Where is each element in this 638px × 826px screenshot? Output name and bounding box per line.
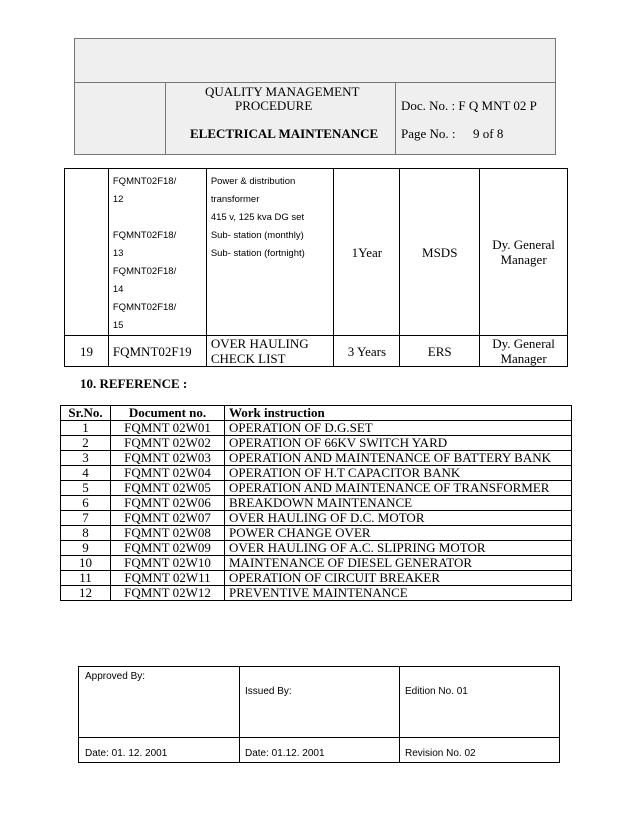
description-cell — [206, 336, 334, 367]
page-number-value: 9 of 8 — [473, 126, 504, 141]
authority-cell — [480, 336, 568, 367]
table-header-row — [61, 406, 572, 421]
document-no-cell: FQMNT 02W04 — [111, 466, 225, 481]
approval-footer — [78, 666, 560, 763]
header-subtitle: ELECTRICAL MAINTENANCE — [190, 126, 379, 141]
reference-table — [60, 405, 572, 601]
table-row — [61, 436, 572, 451]
header-divider — [395, 82, 396, 154]
document-header — [74, 38, 556, 155]
work-instruction-cell: OPERATION OF H.T CAPACITOR BANK — [225, 466, 572, 481]
description-line: Sub- station (fortnight) — [210, 248, 305, 259]
document-no-cell: FQMNT 02W10 — [111, 556, 225, 571]
table-row — [61, 571, 572, 586]
work-instruction-cell: OVER HAULING OF A.C. SLIPRING MOTOR — [225, 541, 572, 556]
doc-number-line: 14 — [112, 284, 124, 295]
column-header-document-no: Document no. — [111, 406, 225, 421]
document-no-cell: FQMNT 02W06 — [111, 496, 225, 511]
header-divider — [75, 82, 555, 83]
sr-no-cell: 12 — [61, 586, 111, 601]
doc-number-line: 13 — [112, 248, 124, 259]
table-row — [61, 466, 572, 481]
document-no-cell: FQMNT 02W01 — [111, 421, 225, 436]
work-instruction-cell: OPERATION OF CIRCUIT BREAKER — [225, 571, 572, 586]
header-title-line2: PROCEDURE — [235, 98, 313, 113]
responsibility-cell: MSDS — [400, 169, 480, 336]
issue-date: Date: 01.12. 2001 — [245, 748, 325, 759]
approved-by-label: Approved By: — [85, 671, 146, 682]
retention-period-cell: 1Year — [334, 169, 400, 336]
doc-number-line: FQMNT02F18/ — [112, 302, 177, 313]
table-row — [61, 481, 572, 496]
doc-number: Doc. No. : F Q MNT 02 P — [401, 98, 537, 113]
retention-period-cell: 3 Years — [334, 336, 400, 367]
doc-number-line: FQMNT02F18/ — [112, 266, 177, 277]
table-row — [61, 421, 572, 436]
approval-date: Date: 01. 12. 2001 — [85, 748, 168, 759]
sr-cell — [65, 169, 109, 336]
page-number-label: Page No. : — [401, 126, 456, 141]
table-row — [61, 586, 572, 601]
work-instruction-cell: OVER HAULING OF D.C. MOTOR — [225, 511, 572, 526]
edition-number: Edition No. 01 — [405, 686, 468, 697]
document-no-cell: FQMNT 02W12 — [111, 586, 225, 601]
table-row — [61, 556, 572, 571]
document-no-cell: FQMNT 02W11 — [111, 571, 225, 586]
table-row — [61, 541, 572, 556]
description-line: OVER HAULING — [210, 336, 309, 351]
sr-no-cell: 4 — [61, 466, 111, 481]
description-line: transformer — [210, 194, 260, 205]
sr-no-cell: 1 — [61, 421, 111, 436]
sr-no-cell: 8 — [61, 526, 111, 541]
table-row — [65, 169, 568, 336]
document-no-cell: FQMNT 02W09 — [111, 541, 225, 556]
column-header-work-instruction: Work instruction — [225, 406, 572, 421]
sr-no-cell: 6 — [61, 496, 111, 511]
description-line: Sub- station (monthly) — [210, 230, 304, 241]
table-row — [61, 511, 572, 526]
sr-no-cell: 11 — [61, 571, 111, 586]
document-no-cell: FQMNT 02W02 — [111, 436, 225, 451]
sr-no-cell: 9 — [61, 541, 111, 556]
sr-cell: 19 — [65, 336, 109, 367]
column-header-sr-no: Sr.No. — [61, 406, 111, 421]
authority-cell — [480, 169, 568, 336]
table-row — [61, 451, 572, 466]
description-line: CHECK LIST — [210, 351, 286, 366]
sr-no-cell: 2 — [61, 436, 111, 451]
work-instruction-cell: OPERATION OF D.G.SET — [225, 421, 572, 436]
work-instruction-cell: PREVENTIVE MAINTENANCE — [225, 586, 572, 601]
work-instruction-cell: OPERATION AND MAINTENANCE OF TRANSFORMER — [225, 481, 572, 496]
authority-line: Manager — [500, 252, 547, 267]
issued-by-label: Issued By: — [245, 686, 292, 697]
description-line: Power & distribution — [210, 176, 296, 187]
authority-line: Manager — [500, 351, 547, 366]
table-row — [65, 336, 568, 367]
reference-heading: 10. REFERENCE : — [80, 376, 188, 391]
table-row — [61, 496, 572, 511]
table-row — [61, 526, 572, 541]
doc-number-line: 15 — [112, 320, 124, 331]
responsibility-cell: ERS — [400, 336, 480, 367]
header-title-line1: QUALITY MANAGEMENT — [205, 84, 360, 99]
document-no-cell: FQMNT 02W08 — [111, 526, 225, 541]
work-instruction-cell: MAINTENANCE OF DIESEL GENERATOR — [225, 556, 572, 571]
sr-no-cell: 10 — [61, 556, 111, 571]
doc-number-line: FQMNT02F18/ — [112, 230, 177, 241]
revision-number: Revision No. 02 — [405, 748, 476, 759]
work-instruction-cell: POWER CHANGE OVER — [225, 526, 572, 541]
doc-number-line: FQMNT02F18/ — [112, 176, 177, 187]
sr-no-cell: 7 — [61, 511, 111, 526]
work-instruction-cell: OPERATION AND MAINTENANCE OF BATTERY BANK — [225, 451, 572, 466]
footer-divider — [399, 667, 400, 762]
authority-line: Dy. General — [492, 237, 555, 252]
work-instruction-cell: BREAKDOWN MAINTENANCE — [225, 496, 572, 511]
doc-number-line — [113, 209, 202, 227]
footer-divider — [79, 737, 559, 738]
document-no-cell: FQMNT 02W03 — [111, 451, 225, 466]
doc-number-cell: FQMNT02F19 — [108, 336, 206, 367]
work-instruction-cell: OPERATION OF 66KV SWITCH YARD — [225, 436, 572, 451]
footer-divider — [239, 667, 240, 762]
doc-number-line: 12 — [112, 194, 124, 205]
header-divider — [165, 82, 166, 154]
records-table — [64, 168, 568, 367]
sr-no-cell: 5 — [61, 481, 111, 496]
sr-no-cell: 3 — [61, 451, 111, 466]
doc-number-cell — [108, 169, 206, 336]
document-no-cell: FQMNT 02W07 — [111, 511, 225, 526]
description-line: 415 v, 125 kva DG set — [210, 212, 305, 223]
description-cell — [206, 169, 334, 336]
document-no-cell: FQMNT 02W05 — [111, 481, 225, 496]
authority-line: Dy. General — [492, 336, 555, 351]
